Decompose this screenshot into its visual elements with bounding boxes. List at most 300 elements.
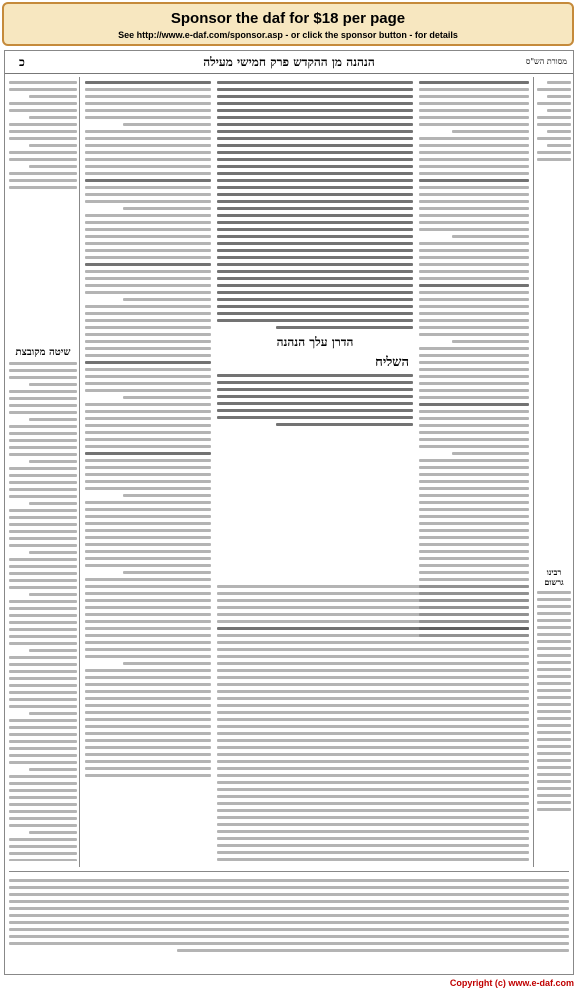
text-line xyxy=(217,312,413,315)
shita-title: שיטה מקובצת xyxy=(15,347,71,358)
commentary-continuation-text xyxy=(217,585,529,861)
text-line xyxy=(85,627,211,630)
text-line xyxy=(9,186,77,189)
text-line xyxy=(85,200,211,203)
text-line xyxy=(85,711,211,714)
text-line xyxy=(85,130,211,133)
text-line xyxy=(29,712,77,715)
text-line xyxy=(419,543,529,546)
text-line xyxy=(419,375,529,378)
text-line xyxy=(217,606,529,609)
text-line xyxy=(217,207,413,210)
text-line xyxy=(419,389,529,392)
text-line xyxy=(29,144,77,147)
text-line xyxy=(85,249,211,252)
text-line xyxy=(419,396,529,399)
text-line xyxy=(85,109,211,112)
left-margin-text xyxy=(9,81,77,189)
text-line xyxy=(452,340,529,343)
text-line xyxy=(9,586,77,589)
text-line xyxy=(217,298,413,301)
text-line xyxy=(217,690,529,693)
text-line xyxy=(217,711,529,714)
text-line xyxy=(537,654,571,657)
text-line xyxy=(537,724,571,727)
text-line xyxy=(29,460,77,463)
text-line xyxy=(85,186,211,189)
text-line xyxy=(217,732,529,735)
text-line xyxy=(547,81,571,84)
text-line xyxy=(217,592,529,595)
text-line xyxy=(85,235,211,238)
text-line xyxy=(9,376,77,379)
text-line xyxy=(9,390,77,393)
text-line xyxy=(9,628,77,631)
text-line xyxy=(217,256,413,259)
text-line xyxy=(217,388,413,391)
text-line xyxy=(217,760,529,763)
text-line xyxy=(85,718,211,721)
text-line xyxy=(85,480,211,483)
text-line xyxy=(85,445,211,448)
text-line xyxy=(537,745,571,748)
text-line xyxy=(9,123,77,126)
text-line xyxy=(9,886,569,889)
text-line xyxy=(276,423,413,426)
text-line xyxy=(217,767,529,770)
text-line xyxy=(85,340,211,343)
text-line xyxy=(419,123,529,126)
text-line xyxy=(537,696,571,699)
text-line xyxy=(419,529,529,532)
text-line xyxy=(419,193,529,196)
page-header xyxy=(5,53,573,74)
text-line xyxy=(537,759,571,762)
text-line xyxy=(419,550,529,553)
text-line xyxy=(217,844,529,847)
text-line xyxy=(217,683,529,686)
text-line xyxy=(85,410,211,413)
text-line xyxy=(85,319,211,322)
text-line xyxy=(537,710,571,713)
text-line xyxy=(9,761,77,764)
text-line xyxy=(419,116,529,119)
text-line xyxy=(9,102,77,105)
text-line xyxy=(217,858,529,861)
text-line xyxy=(217,837,529,840)
text-line xyxy=(9,684,77,687)
text-line xyxy=(419,151,529,154)
text-line xyxy=(419,438,529,441)
text-line xyxy=(9,719,77,722)
text-line xyxy=(85,690,211,693)
text-line xyxy=(217,151,413,154)
text-line xyxy=(9,579,77,582)
text-line xyxy=(85,137,211,140)
text-line xyxy=(419,417,529,420)
text-line xyxy=(29,593,77,596)
text-line xyxy=(217,634,529,637)
text-line xyxy=(123,396,211,399)
text-line xyxy=(85,424,211,427)
text-line xyxy=(217,144,413,147)
mishnah-opening-word: השליח xyxy=(375,355,409,370)
text-line xyxy=(29,502,77,505)
sponsor-banner[interactable] xyxy=(2,2,574,46)
text-line xyxy=(85,151,211,154)
text-line xyxy=(537,102,571,105)
text-line xyxy=(537,731,571,734)
chapter-title: הנהנה מן ההקדש פרק חמישי מעילה xyxy=(203,55,375,69)
text-line xyxy=(9,488,77,491)
text-line xyxy=(9,179,77,182)
text-line xyxy=(547,130,571,133)
text-line xyxy=(123,571,211,574)
text-line xyxy=(217,402,413,405)
text-line xyxy=(419,522,529,525)
text-line xyxy=(217,158,413,161)
text-line xyxy=(9,803,77,806)
text-line xyxy=(419,508,529,511)
text-line xyxy=(537,626,571,629)
text-line xyxy=(9,810,77,813)
text-line xyxy=(85,144,211,147)
text-line xyxy=(419,319,529,322)
text-line xyxy=(85,641,211,644)
text-line xyxy=(9,740,77,743)
text-line xyxy=(85,655,211,658)
text-line xyxy=(123,298,211,301)
text-line xyxy=(217,718,529,721)
text-line xyxy=(29,551,77,554)
text-line xyxy=(9,81,77,84)
text-line xyxy=(217,102,413,105)
text-line xyxy=(9,537,77,540)
text-line xyxy=(9,914,569,917)
text-line xyxy=(85,606,211,609)
text-line xyxy=(537,808,571,811)
text-line xyxy=(537,619,571,622)
text-line xyxy=(217,95,413,98)
bottom-glosses-text xyxy=(9,879,569,952)
text-line xyxy=(419,445,529,448)
text-line xyxy=(217,228,413,231)
text-line xyxy=(9,838,77,841)
text-line xyxy=(9,137,77,140)
rabbeinu-gershom-text xyxy=(537,591,571,811)
text-line xyxy=(9,900,569,903)
text-line xyxy=(9,158,77,161)
text-line xyxy=(85,291,211,294)
text-line xyxy=(419,410,529,413)
text-line xyxy=(85,746,211,749)
left-column-divider xyxy=(79,77,80,867)
text-line xyxy=(419,256,529,259)
text-line xyxy=(537,682,571,685)
text-line xyxy=(419,214,529,217)
right-column-divider xyxy=(533,77,534,867)
text-line xyxy=(85,508,211,511)
text-line xyxy=(9,439,77,442)
text-line xyxy=(217,662,529,665)
text-line xyxy=(85,284,211,287)
text-line xyxy=(85,193,211,196)
rabbeinu-gershom-title: רבינו גרשום xyxy=(544,567,564,587)
text-line xyxy=(85,214,211,217)
text-line xyxy=(217,788,529,791)
text-line xyxy=(537,738,571,741)
text-line xyxy=(85,403,211,406)
text-line xyxy=(85,529,211,532)
text-line xyxy=(217,200,413,203)
text-line xyxy=(419,487,529,490)
text-line xyxy=(85,753,211,756)
text-line xyxy=(537,137,571,140)
text-line xyxy=(217,305,413,308)
text-line xyxy=(85,179,211,182)
text-line xyxy=(419,95,529,98)
text-line xyxy=(419,270,529,273)
text-line xyxy=(217,809,529,812)
text-line xyxy=(217,416,413,419)
text-line xyxy=(217,235,413,238)
text-line xyxy=(9,726,77,729)
text-line xyxy=(419,81,529,84)
text-line xyxy=(9,907,569,910)
text-line xyxy=(9,572,77,575)
text-line xyxy=(85,256,211,259)
text-line xyxy=(217,137,413,140)
text-line xyxy=(85,522,211,525)
tosafot-text xyxy=(85,81,211,777)
text-line xyxy=(217,739,529,742)
text-line xyxy=(217,655,529,658)
text-line xyxy=(85,473,211,476)
text-line xyxy=(9,474,77,477)
text-line xyxy=(419,305,529,308)
text-line xyxy=(85,704,211,707)
text-line xyxy=(9,369,77,372)
text-line xyxy=(217,374,413,377)
text-line xyxy=(217,319,413,322)
text-line xyxy=(217,620,529,623)
text-line xyxy=(419,361,529,364)
text-line xyxy=(217,816,529,819)
text-line xyxy=(85,81,211,84)
text-line xyxy=(452,235,529,238)
text-line xyxy=(9,698,77,701)
text-line xyxy=(29,831,77,834)
text-line xyxy=(217,165,413,168)
text-line xyxy=(9,607,77,610)
text-line xyxy=(85,767,211,770)
text-line xyxy=(85,368,211,371)
text-line xyxy=(9,404,77,407)
text-line xyxy=(85,620,211,623)
shita-mekubetzet-column xyxy=(9,341,77,861)
text-line xyxy=(217,851,529,854)
rabbeinu-gershom-column xyxy=(537,561,571,861)
text-line xyxy=(85,88,211,91)
text-line xyxy=(29,383,77,386)
text-line xyxy=(217,781,529,784)
text-line xyxy=(217,179,413,182)
folio-number: כ xyxy=(19,55,25,69)
text-line xyxy=(419,263,529,266)
text-line xyxy=(217,395,413,398)
text-line xyxy=(9,544,77,547)
text-line xyxy=(537,703,571,706)
text-line xyxy=(217,725,529,728)
text-line xyxy=(85,564,211,567)
text-line xyxy=(85,543,211,546)
text-line xyxy=(419,403,529,406)
text-line xyxy=(217,284,413,287)
text-line xyxy=(9,656,77,659)
text-line xyxy=(85,158,211,161)
tosafot-column xyxy=(85,77,211,867)
text-line xyxy=(217,599,529,602)
text-line xyxy=(217,697,529,700)
text-line xyxy=(85,669,211,672)
text-line xyxy=(9,817,77,820)
text-line xyxy=(85,116,211,119)
text-line xyxy=(419,186,529,189)
text-line xyxy=(217,641,529,644)
text-line xyxy=(217,270,413,273)
text-line xyxy=(419,466,529,469)
text-line xyxy=(419,354,529,357)
text-line xyxy=(217,746,529,749)
text-line xyxy=(9,362,77,365)
text-line xyxy=(9,109,77,112)
text-line xyxy=(85,375,211,378)
text-line xyxy=(9,670,77,673)
text-line xyxy=(537,116,571,119)
text-line xyxy=(85,683,211,686)
text-line xyxy=(217,704,529,707)
text-line xyxy=(217,123,413,126)
right-margin-notes xyxy=(537,77,571,557)
text-line xyxy=(85,165,211,168)
text-line xyxy=(217,221,413,224)
text-line xyxy=(9,928,569,931)
text-line xyxy=(9,754,77,757)
text-line xyxy=(85,648,211,651)
text-line xyxy=(85,550,211,553)
text-line xyxy=(29,95,77,98)
text-line xyxy=(9,565,77,568)
text-line xyxy=(29,649,77,652)
text-line xyxy=(537,123,571,126)
text-line xyxy=(419,382,529,385)
text-line xyxy=(85,459,211,462)
text-line xyxy=(9,397,77,400)
text-line xyxy=(217,648,529,651)
text-line xyxy=(217,409,413,412)
text-line xyxy=(85,599,211,602)
text-line xyxy=(537,661,571,664)
text-line xyxy=(9,921,569,924)
text-line xyxy=(9,432,77,435)
text-line xyxy=(9,467,77,470)
text-line xyxy=(217,277,413,280)
text-line xyxy=(537,612,571,615)
text-line xyxy=(537,752,571,755)
text-line xyxy=(85,270,211,273)
text-line xyxy=(9,446,77,449)
text-line xyxy=(537,633,571,636)
text-line xyxy=(217,249,413,252)
text-line xyxy=(85,417,211,420)
text-line xyxy=(419,88,529,91)
text-line xyxy=(85,452,211,455)
text-line xyxy=(537,773,571,776)
text-line xyxy=(419,501,529,504)
hadran-heading: הדרן עלך הנהנה xyxy=(276,335,354,349)
text-line xyxy=(9,453,77,456)
text-line xyxy=(419,368,529,371)
text-line xyxy=(537,801,571,804)
text-line xyxy=(537,640,571,643)
text-line xyxy=(217,753,529,756)
rashi-column xyxy=(419,77,529,637)
text-line xyxy=(9,775,77,778)
text-line xyxy=(85,361,211,364)
text-line xyxy=(217,381,413,384)
text-line xyxy=(217,795,529,798)
text-line xyxy=(537,787,571,790)
sponsor-link-text[interactable]: See http://www.e-daf.com/sponsor.asp - or click the sponsor button - for details xyxy=(118,30,458,40)
text-line xyxy=(419,494,529,497)
text-line xyxy=(85,578,211,581)
text-line xyxy=(85,221,211,224)
right-margin-text xyxy=(537,81,571,161)
text-line xyxy=(123,207,211,210)
text-line xyxy=(9,691,77,694)
text-line xyxy=(9,530,77,533)
text-line xyxy=(419,424,529,427)
text-line xyxy=(9,130,77,133)
text-line xyxy=(9,852,77,855)
text-line xyxy=(29,768,77,771)
text-line xyxy=(547,95,571,98)
text-line xyxy=(537,766,571,769)
copyright-link[interactable]: Copyright (c) www.e-daf.com xyxy=(449,978,574,988)
text-line xyxy=(419,536,529,539)
text-line xyxy=(9,859,77,861)
text-line xyxy=(9,935,569,938)
text-line xyxy=(419,291,529,294)
text-line xyxy=(452,130,529,133)
masoret-label: מסורת הש"ס xyxy=(525,57,567,66)
text-line xyxy=(85,172,211,175)
text-line xyxy=(85,312,211,315)
text-line xyxy=(419,284,529,287)
text-line xyxy=(85,501,211,504)
text-line xyxy=(419,228,529,231)
shita-text xyxy=(9,362,77,861)
text-line xyxy=(419,179,529,182)
text-line xyxy=(9,411,77,414)
text-line xyxy=(9,845,77,848)
text-line xyxy=(419,326,529,329)
text-line xyxy=(85,438,211,441)
text-line xyxy=(9,495,77,498)
text-line xyxy=(537,88,571,91)
text-line xyxy=(419,200,529,203)
text-line xyxy=(419,221,529,224)
